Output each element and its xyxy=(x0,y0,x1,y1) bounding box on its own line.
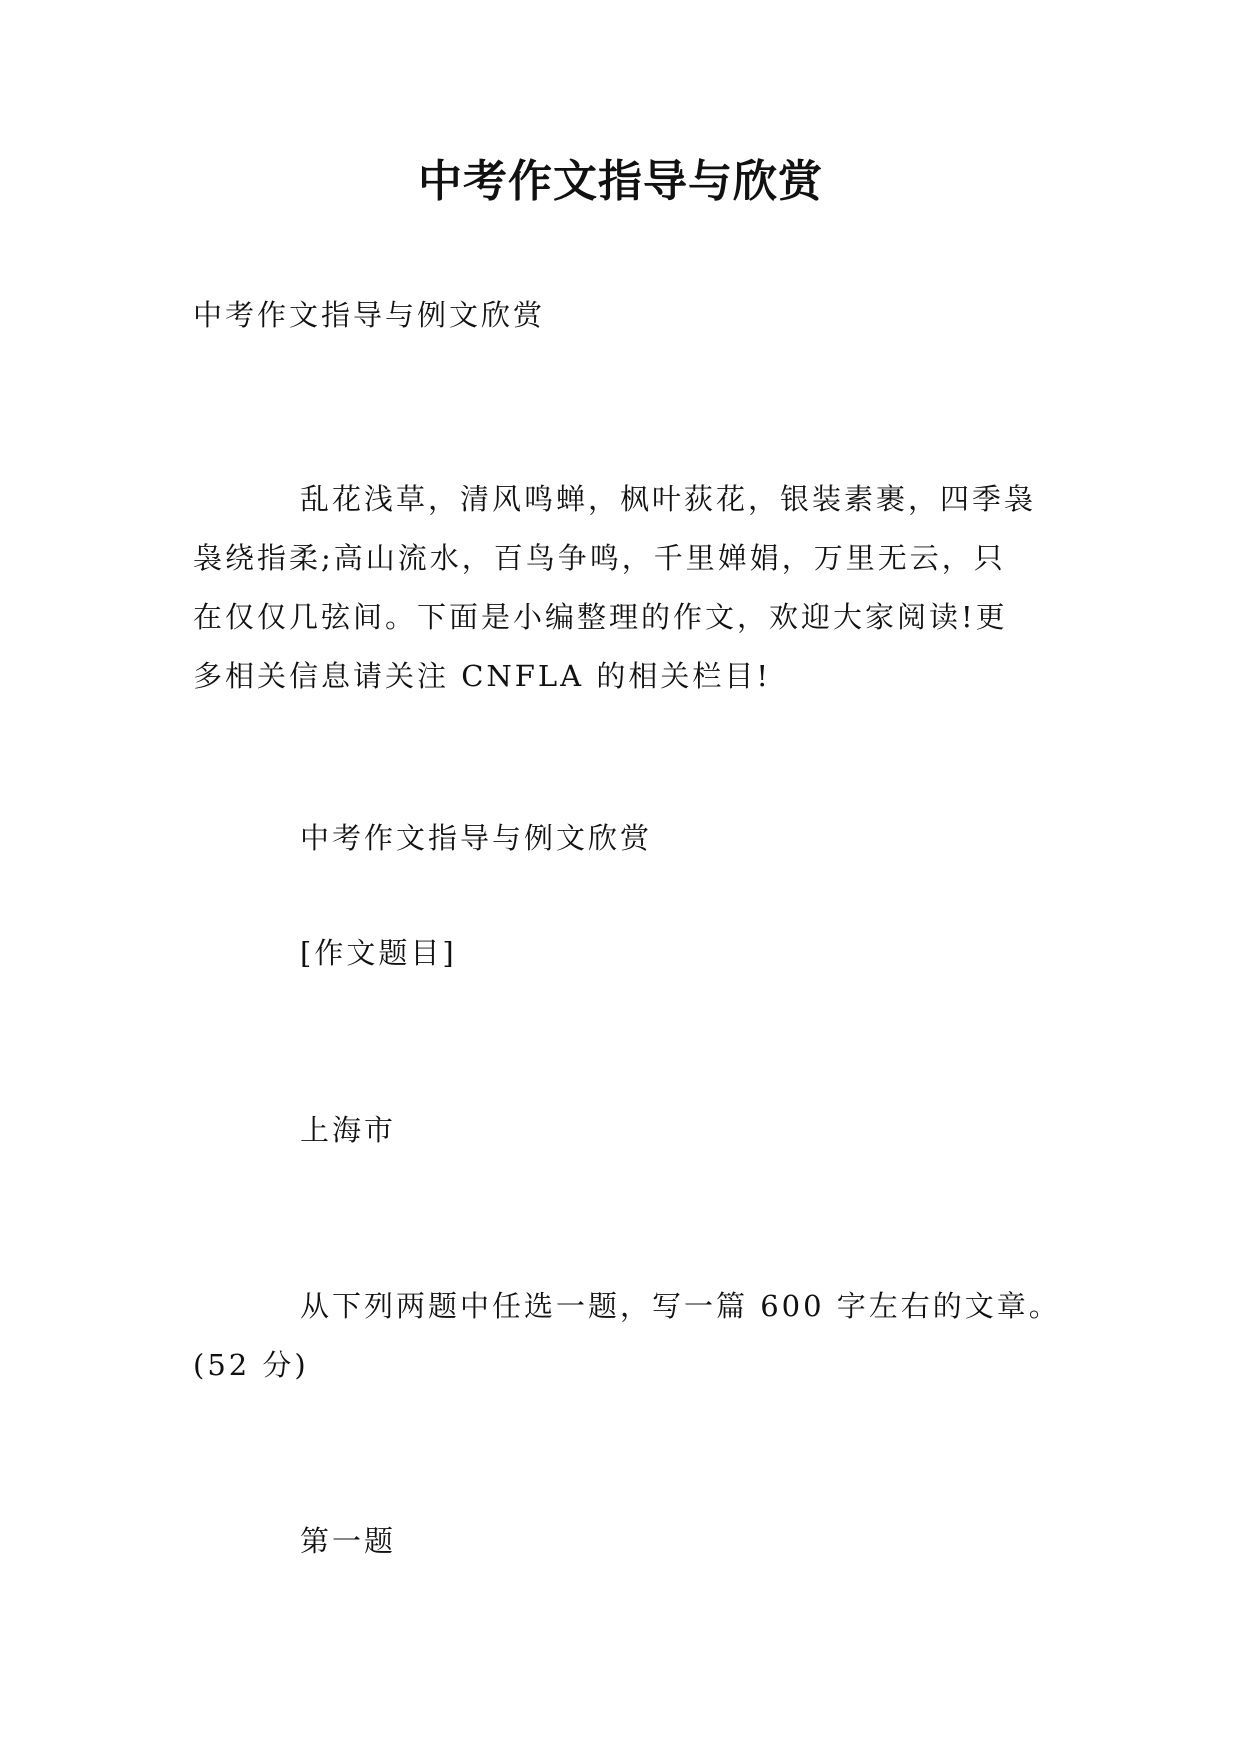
intro-paragraph xyxy=(193,470,1053,706)
region-label: 上海市 xyxy=(300,1113,397,1147)
section-heading: 中考作文指导与例文欣赏 xyxy=(300,821,653,855)
question-label: 第一题 xyxy=(300,1524,397,1558)
intro-line-3: 在仅仅几弦间。下面是小编整理的作文，欢迎大家阅读!更 xyxy=(193,600,1008,634)
document-subtitle: 中考作文指导与例文欣赏 xyxy=(193,298,546,332)
page-title: 中考作文指导与欣赏 xyxy=(418,156,823,207)
intro-line-4: 多相关信息请关注 CNFLA 的相关栏目! xyxy=(193,659,771,693)
intro-line-1: 乱花浅草，清风鸣蝉，枫叶荻花，银装素裹，四季袅 xyxy=(300,482,1037,516)
task-instruction: 从下列两题中任选一题，写一篇 600 字左右的文章。 xyxy=(300,1289,1061,1323)
topic-label: [作文题目] xyxy=(300,936,457,970)
score-note: (52 分) xyxy=(193,1348,309,1382)
intro-line-2: 袅绕指柔;高山流水，百鸟争鸣，千里婵娟，万里无云，只 xyxy=(193,541,1006,575)
